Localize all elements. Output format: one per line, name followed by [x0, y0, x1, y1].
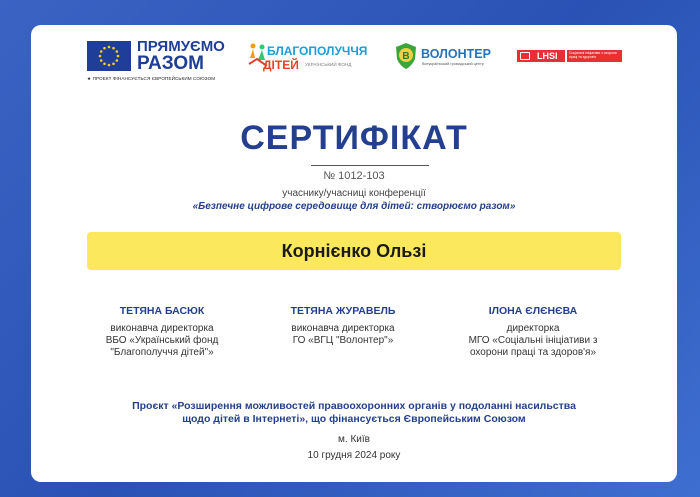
title-divider — [311, 165, 429, 166]
signatory-role-2: МГО «Соціальні ініціативи з — [468, 335, 598, 346]
signatory-role-2: ГО «ВГЦ "Волонтер"» — [292, 335, 394, 346]
volonter-shield-icon — [394, 42, 418, 70]
certificate-number: № 1012-103 — [323, 170, 385, 182]
blagopoluchchya-line2: ДІТЕЙ — [263, 58, 299, 72]
signatory-1 — [87, 305, 237, 359]
recipient-line: учаснику/учасниці конференції — [282, 188, 426, 199]
blagopoluchchya-caption: УКРАЇНСЬКИЙ ФОНД — [305, 62, 352, 67]
logo-row — [31, 25, 677, 95]
signatory-role-1: виконавча директорка — [291, 323, 395, 334]
project-line-2: щодо дітей в Інтернеті», що фінансується Європейським Союзом — [182, 413, 526, 425]
lhsi-mark-icon — [520, 52, 530, 60]
eu-logo-line1: ПРЯМУЄМО — [137, 38, 225, 55]
conference-title: «Безпечне цифрове середовище для дітей: створюємо разом» — [192, 201, 516, 212]
signatory-role-3: охорони праці та здоров'я» — [469, 347, 597, 358]
project-description — [91, 400, 617, 426]
signatory-role-2: ВБО «Український фонд — [105, 335, 219, 346]
lhsi-name: LHSI — [537, 51, 558, 61]
svg-text:B: B — [402, 51, 410, 62]
signatory-2 — [268, 305, 418, 347]
project-line-1: Проєкт «Розширення можливостей правоохоронних органів у подоланні насильства — [132, 400, 576, 412]
volonter-caption: Всеукраїнський громадський центр — [422, 62, 484, 66]
issue-city: м. Київ — [338, 434, 370, 445]
recipient-name: Корнієнко Ользі — [87, 232, 621, 270]
volonter-name: ВОЛОНТЕР — [421, 47, 491, 61]
eu-flag-icon — [87, 41, 131, 71]
blagopoluchchya-line1: БЛАГОПОЛУЧЧЯ — [267, 44, 368, 58]
signatory-3 — [458, 305, 608, 359]
certificate-title: СЕРТИФІКАТ — [240, 119, 468, 157]
signatory-name: ТЕТЯНА БАСЮК — [119, 305, 205, 317]
signatory-role-3: "Благополуччя дітей"» — [110, 347, 214, 358]
signatory-role-1: директорка — [506, 323, 560, 334]
issue-date: 10 грудня 2024 року — [307, 450, 401, 461]
eu-logo-caption: ★ ПРОЕКТ ФІНАНСУЄТЬСЯ ЄВРОПЕЙСЬКИМ СОЮЗОМ — [87, 76, 216, 81]
signatory-role-1: виконавча директорка — [110, 323, 214, 334]
certificate-card — [31, 25, 677, 482]
eu-logo-line2: РАЗОМ — [137, 53, 204, 74]
lhsi-caption: Соціальні ініціативи з охорони праці та здоров'я — [567, 50, 622, 62]
signatory-name: ТЕТЯНА ЖУРАВЕЛЬ — [290, 305, 396, 317]
signatory-name: ІЛОНА ЄЛЄНЄВА — [488, 305, 578, 317]
